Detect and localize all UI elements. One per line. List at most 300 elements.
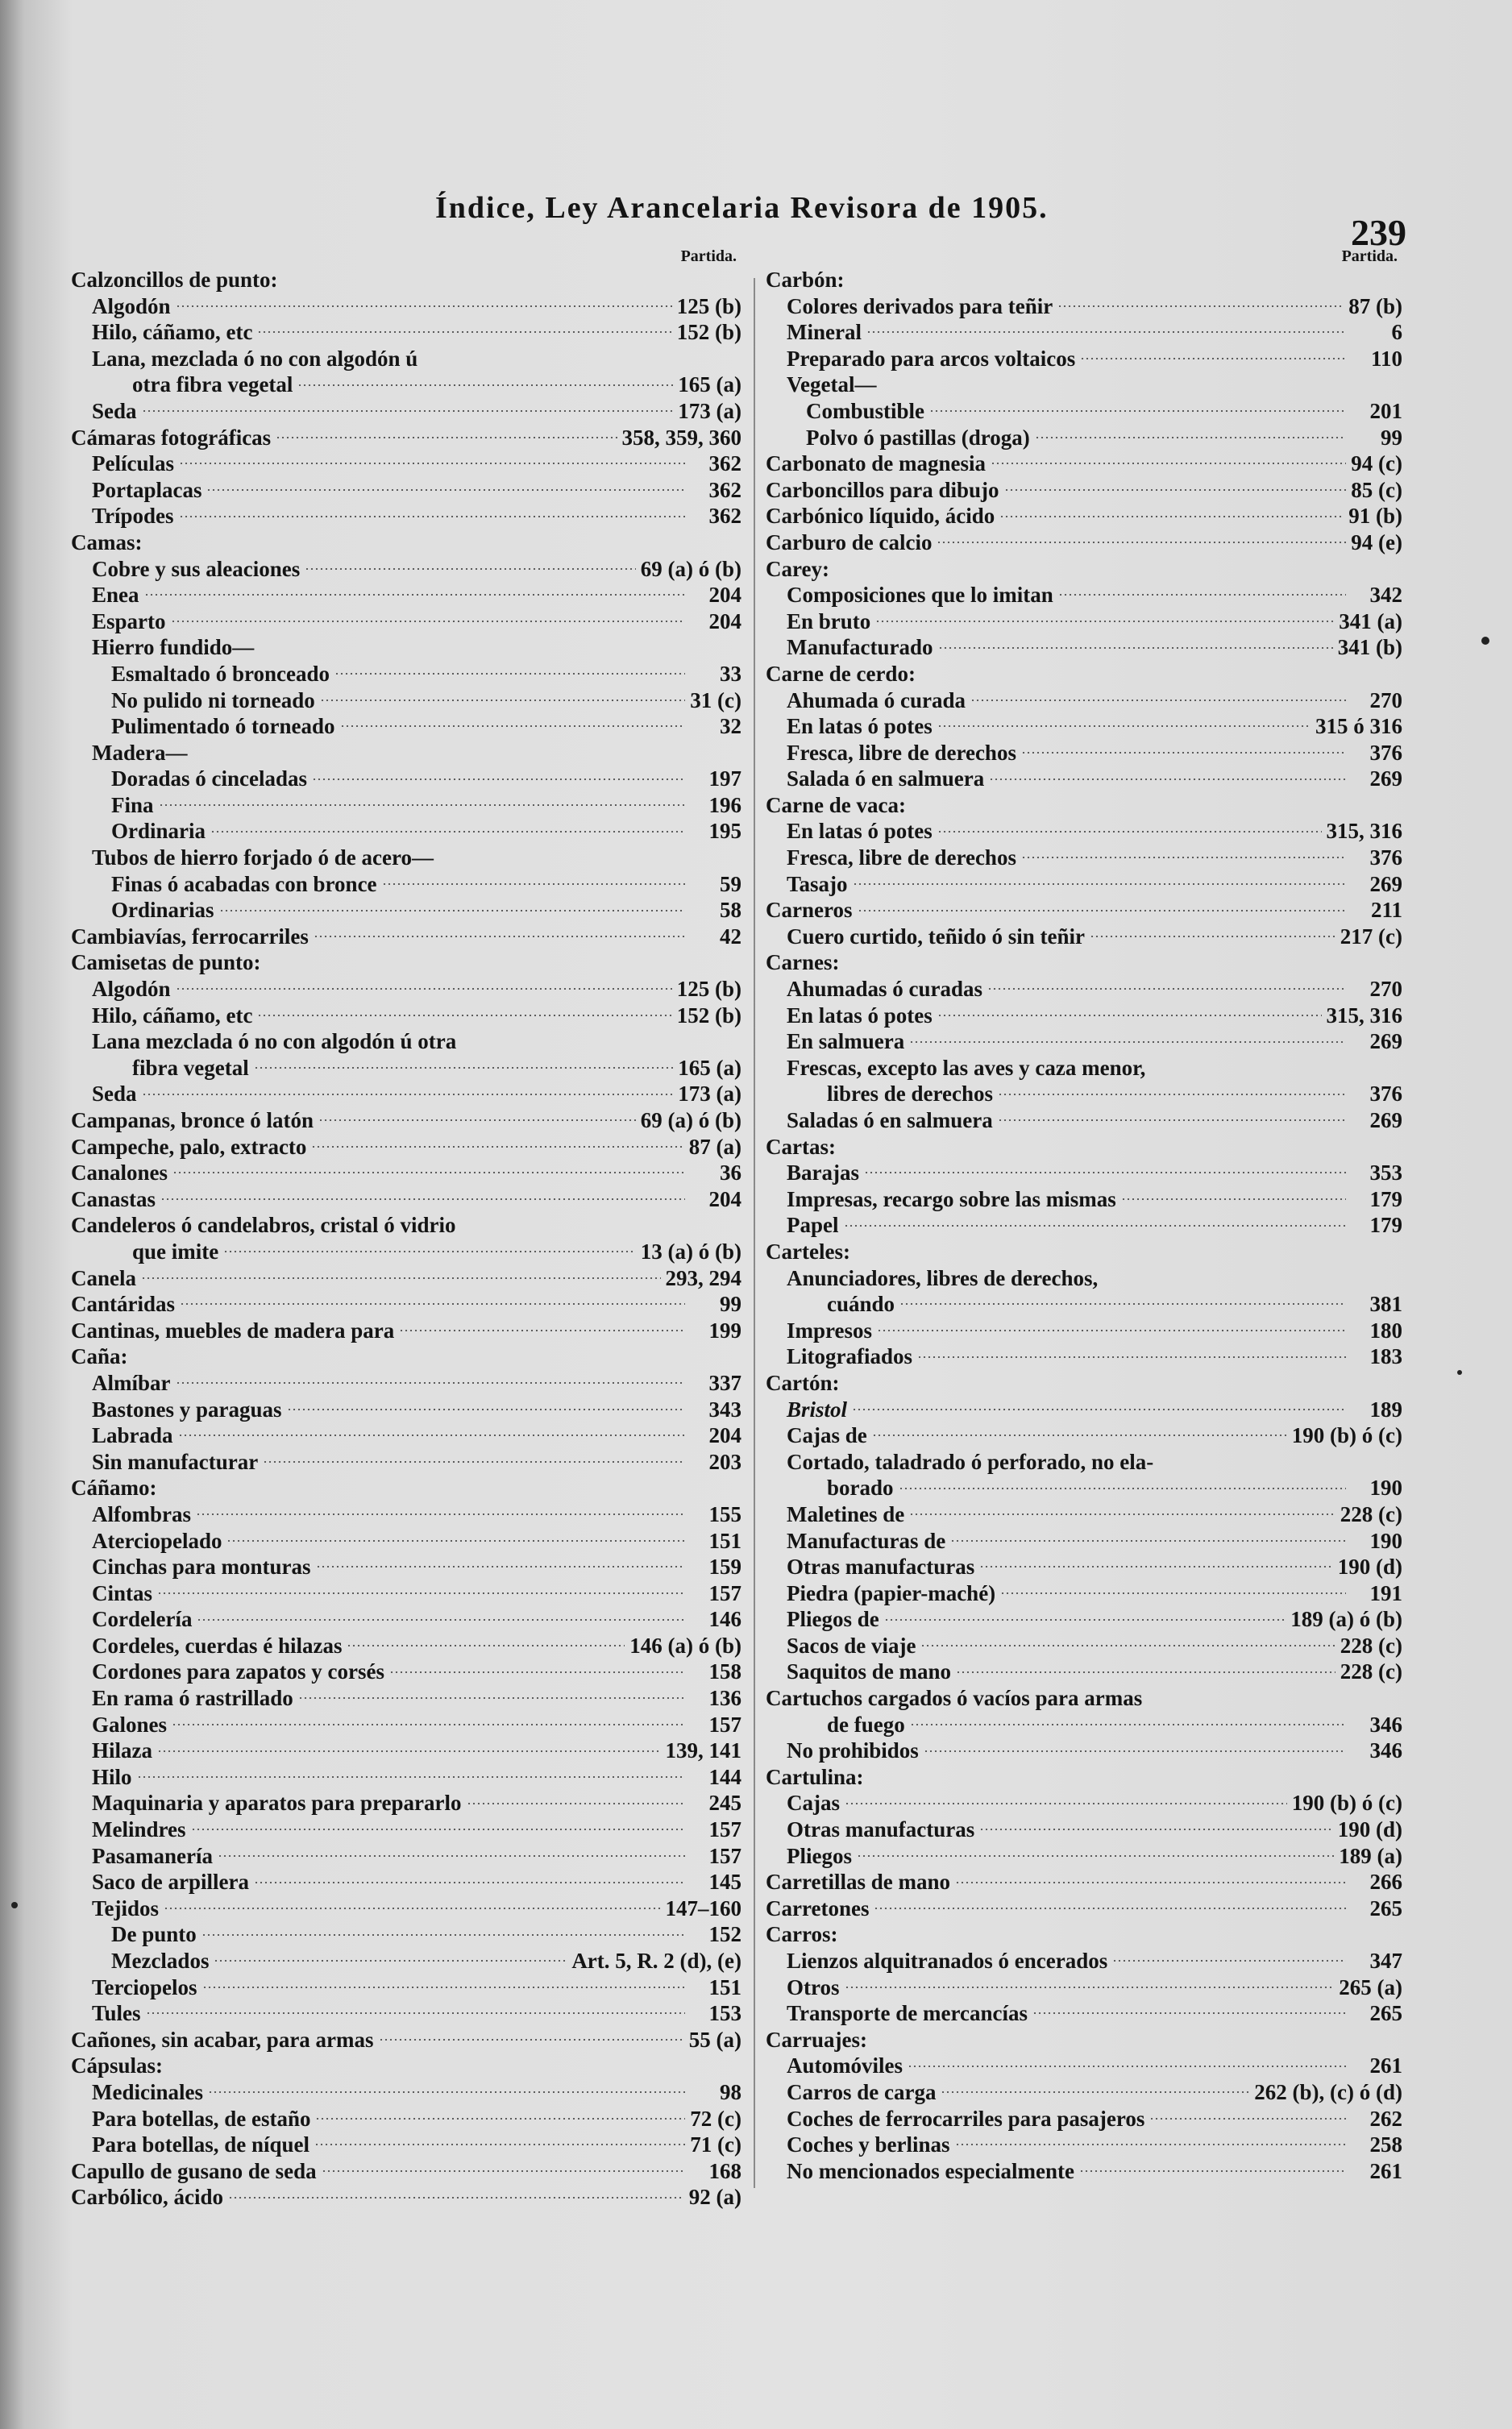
index-entry	[766, 740, 1402, 766]
entry-label: Doradas ó cinceladas	[111, 766, 307, 791]
entry-label: Automóviles	[787, 2053, 903, 2078]
entry-partida: 262	[1369, 2106, 1402, 2131]
dot-leader	[159, 804, 685, 806]
entry-partida: 173 (a)	[678, 1082, 741, 1107]
dot-leader	[214, 1960, 567, 1962]
entry-partida: 59	[720, 871, 741, 896]
entry-partida: 376	[1369, 1082, 1402, 1107]
entry-label: Para botellas, de estaño	[92, 2106, 311, 2131]
entry-label: Fresca, libre de derechos	[787, 740, 1016, 765]
entry-partida: 204	[708, 1186, 741, 1211]
index-entry	[71, 1843, 741, 1870]
entry-partida: 190 (b) ó (c)	[1291, 1791, 1402, 1816]
index-entry	[766, 1291, 1402, 1318]
entry-label: Saquitos de mano	[787, 1659, 952, 1684]
entry-partida: 376	[1369, 845, 1402, 870]
page-number: 239	[1351, 212, 1406, 253]
dot-leader	[929, 410, 1346, 412]
dot-leader	[874, 1908, 1346, 1909]
entry-partida: 98	[720, 2079, 741, 2104]
index-entry	[766, 1265, 1402, 1292]
index-entry	[766, 293, 1402, 320]
entry-partida: 381	[1369, 1292, 1402, 1317]
index-entry	[766, 1370, 1402, 1397]
dot-leader	[202, 1987, 685, 1988]
index-entry	[71, 924, 741, 950]
dot-leader	[909, 1041, 1346, 1043]
index-entry	[766, 267, 1402, 293]
index-entry	[766, 661, 1402, 687]
index-entry	[71, 372, 741, 398]
index-entry	[71, 398, 741, 425]
dot-leader	[322, 2170, 685, 2172]
entry-partida: 157	[708, 1580, 741, 1605]
entry-partida: 157	[708, 1843, 741, 1868]
dot-leader	[853, 883, 1346, 885]
index-entry	[71, 1817, 741, 1843]
entry-partida: 228 (c)	[1340, 1659, 1402, 1684]
entry-partida: 151	[708, 1528, 741, 1553]
dot-leader	[845, 1987, 1335, 1988]
entry-label: Carros:	[766, 1922, 838, 1947]
entry-partida: 265	[1369, 2001, 1402, 2026]
index-entry	[71, 792, 741, 819]
dot-leader	[297, 384, 673, 386]
entry-label: Tules	[92, 2001, 141, 2026]
entry-partida: 189 (a)	[1339, 1843, 1402, 1868]
index-entry	[71, 2158, 741, 2185]
entry-label: Salada ó en salmuera	[787, 766, 985, 791]
dot-leader	[1080, 358, 1346, 359]
index-entry	[766, 1764, 1402, 1791]
entry-partida: 204	[708, 1423, 741, 1448]
index-entry	[766, 346, 1402, 372]
index-entry	[766, 924, 1402, 950]
dot-leader	[979, 1566, 1333, 1567]
dot-leader	[1112, 1960, 1346, 1962]
dot-leader	[1021, 752, 1346, 754]
index-entry	[71, 1685, 741, 1712]
entry-label: Algodón	[92, 977, 171, 1002]
dot-leader	[998, 1094, 1346, 1095]
index-entry	[766, 1422, 1402, 1449]
entry-partida: 315, 316	[1326, 819, 1402, 844]
dot-leader	[210, 831, 685, 833]
index-entry	[71, 1921, 741, 1948]
dot-leader	[176, 988, 672, 990]
entry-partida: 265	[1369, 1895, 1402, 1920]
index-entry	[71, 267, 741, 293]
entry-label: Camas:	[71, 529, 143, 554]
index-entry	[71, 949, 741, 976]
entry-partida: 203	[708, 1449, 741, 1474]
index-entry	[71, 1212, 741, 1239]
dot-leader	[142, 410, 674, 412]
dot-leader	[305, 568, 636, 570]
dot-leader	[979, 1829, 1333, 1830]
index-entry	[766, 556, 1402, 583]
entry-partida: 195	[708, 819, 741, 844]
dot-leader	[875, 621, 1334, 622]
index-entry	[71, 503, 741, 529]
index-entry	[71, 1055, 741, 1082]
dot-leader	[991, 463, 1346, 464]
dot-leader	[218, 1855, 685, 1857]
entry-label: Cinchas para monturas	[92, 1555, 311, 1580]
index-entry	[71, 634, 741, 661]
index-entry	[766, 766, 1402, 792]
entry-label: Ahumada ó curada	[787, 687, 966, 712]
entry-label: No mencionados especialmente	[787, 2158, 1074, 2183]
entry-partida: 346	[1369, 1738, 1402, 1763]
index-entry	[766, 1343, 1402, 1370]
dot-leader	[157, 1592, 685, 1594]
index-entry	[766, 451, 1402, 477]
entry-partida: 91 (b)	[1348, 504, 1402, 529]
entry-label: Algodón	[92, 293, 171, 318]
index-entry	[766, 1554, 1402, 1580]
entry-label: Hilo	[92, 1764, 132, 1789]
dot-leader	[276, 437, 617, 438]
entry-label: Seda	[92, 398, 137, 423]
index-entry	[71, 1239, 741, 1265]
dot-leader	[379, 2039, 684, 2041]
entry-partida: Art. 5, R. 2 (d), (e)	[571, 1949, 741, 1973]
index-entry	[766, 2132, 1402, 2158]
entry-label: Campeche, palo, extracto	[71, 1134, 307, 1159]
entry-label: Caña:	[71, 1344, 128, 1369]
entry-label: Transporte de mercancías	[787, 2001, 1028, 2026]
index-entry	[71, 1764, 741, 1791]
entry-label: Cordones para zapatos y corsés	[92, 1659, 384, 1684]
entry-partida: 201	[1369, 398, 1402, 423]
entry-partida: 217 (c)	[1340, 924, 1402, 949]
index-entry	[766, 1449, 1402, 1476]
entry-partida: 110	[1370, 346, 1402, 371]
dot-leader	[1079, 2170, 1346, 2172]
left-entry-list	[71, 267, 741, 2211]
index-entry	[71, 1738, 741, 1764]
index-entry	[766, 425, 1402, 451]
dot-leader	[178, 1435, 685, 1436]
index-entry	[71, 740, 741, 766]
index-entry	[766, 2053, 1402, 2079]
entry-partida: 262 (b), (c) ó (d)	[1254, 2079, 1402, 2104]
index-entry	[71, 661, 741, 687]
index-entry	[766, 1081, 1402, 1107]
entry-label: Alfombras	[92, 1501, 191, 1526]
dot-leader	[208, 2091, 685, 2093]
entry-label: otra fibra vegetal	[132, 372, 293, 397]
entry-label: Ordinaria	[111, 819, 206, 844]
entry-partida: 270	[1369, 687, 1402, 712]
entry-partida: 179	[1369, 1186, 1402, 1211]
entry-partida: 358, 359, 360	[621, 425, 741, 450]
entry-label: Camisetas de punto:	[71, 950, 261, 975]
page-header-title: Índice, Ley Arancelaria Revisora de 1905.	[435, 191, 1049, 225]
entry-partida: 69 (a) ó (b)	[640, 1108, 741, 1132]
dot-leader	[845, 1803, 1287, 1804]
index-entry	[71, 2079, 741, 2106]
dot-leader	[311, 1146, 683, 1148]
entry-partida: 145	[708, 1870, 741, 1895]
entry-label: Lienzos alquitranados ó encerados	[787, 1949, 1108, 1973]
dot-leader	[938, 647, 1333, 649]
entry-partida: 157	[708, 1817, 741, 1842]
entry-label: Carretones	[766, 1895, 870, 1920]
dot-leader	[864, 1172, 1346, 1173]
index-entry	[71, 2106, 741, 2132]
index-entry	[71, 1948, 741, 1974]
index-entry	[766, 897, 1402, 924]
dot-leader	[287, 1409, 685, 1410]
entry-label: Carteles:	[766, 1239, 850, 1264]
entry-partida: 204	[708, 583, 741, 608]
dot-leader	[955, 2144, 1347, 2145]
dot-leader	[160, 1198, 685, 1200]
entry-label: En latas ó potes	[787, 1003, 933, 1028]
entry-label: Carnes:	[766, 950, 840, 975]
dot-leader	[1090, 936, 1335, 937]
index-entry	[766, 687, 1402, 714]
entry-label: En latas ó potes	[787, 819, 933, 844]
index-entry	[766, 1239, 1402, 1265]
entry-partida: 165 (a)	[678, 372, 741, 397]
entry-partida: 191	[1369, 1580, 1402, 1605]
entry-partida: 13 (a) ó (b)	[640, 1239, 741, 1264]
entry-partida: 341 (a)	[1339, 608, 1402, 633]
entry-partida: 147–160	[665, 1895, 741, 1920]
index-entry	[71, 319, 741, 346]
entry-partida: 343	[708, 1397, 741, 1422]
entry-label: Tasajo	[787, 871, 848, 896]
entry-label: Combustible	[806, 398, 925, 423]
index-entry	[766, 1580, 1402, 1607]
entry-label: Lana mezclada ó no con algodón ú otra	[92, 1029, 457, 1054]
entry-label: Cantinas, muebles de madera para	[71, 1318, 395, 1343]
dot-leader	[312, 779, 685, 780]
entry-partida: 152 (b)	[676, 320, 741, 345]
index-entry	[71, 766, 741, 792]
entry-partida: 32	[720, 714, 741, 739]
entry-label: Películas	[92, 451, 174, 476]
index-entry	[766, 1921, 1402, 1948]
entry-label: Otros	[787, 1974, 840, 1999]
index-column-right	[766, 246, 1402, 2184]
dot-leader	[254, 1882, 685, 1883]
dot-leader	[340, 725, 685, 727]
entry-partida: 72 (c)	[690, 2106, 741, 2131]
entry-label: En latas ó potes	[787, 714, 933, 739]
index-entry	[71, 556, 741, 583]
entry-label: Tejidos	[92, 1895, 160, 1920]
index-entry	[766, 1107, 1402, 1134]
index-entry	[71, 713, 741, 740]
entry-label: Cartuchos cargados ó vacíos para armas	[766, 1686, 1143, 1711]
entry-label: Bristol	[787, 1397, 848, 1422]
index-entry	[71, 1370, 741, 1397]
entry-label: Cambiavías, ferrocarriles	[71, 924, 309, 949]
index-entry	[71, 1633, 741, 1659]
dot-leader	[223, 1251, 636, 1252]
entry-label: Cartón:	[766, 1370, 840, 1395]
index-entry	[71, 1606, 741, 1633]
dot-leader	[937, 542, 1346, 543]
dot-leader	[144, 594, 685, 596]
entry-label: Impresas, recargo sobre las mismas	[787, 1186, 1116, 1211]
dot-leader	[172, 1172, 685, 1173]
partida-column-heading: Partida.	[680, 247, 737, 265]
entry-label: Manufacturas de	[787, 1528, 946, 1553]
dot-leader	[858, 910, 1347, 911]
index-entry	[71, 1160, 741, 1186]
index-entry	[71, 871, 741, 898]
index-entry	[71, 1081, 741, 1107]
index-entry	[71, 1895, 741, 1922]
index-entry	[766, 1606, 1402, 1633]
entry-label: Para botellas, de níquel	[92, 2132, 310, 2157]
dot-leader	[1121, 1198, 1346, 1200]
entry-partida: 245	[708, 1791, 741, 1816]
entry-partida: 315 ó 316	[1315, 714, 1402, 739]
dot-leader	[998, 1119, 1346, 1121]
entry-partida: 55 (a)	[688, 2027, 741, 2052]
dot-leader	[909, 1513, 1335, 1515]
entry-label: Cajas de	[787, 1423, 867, 1448]
entry-partida: 99	[1381, 425, 1402, 450]
entry-label: Barajas	[787, 1161, 859, 1185]
dot-leader	[857, 1855, 1334, 1857]
index-entry	[71, 897, 741, 924]
entry-partida: 33	[720, 661, 741, 686]
index-entry	[71, 529, 741, 556]
dot-leader	[318, 1119, 636, 1121]
dot-leader	[399, 1330, 685, 1331]
entry-partida: 87 (b)	[1348, 293, 1402, 318]
dot-leader	[1004, 489, 1346, 491]
index-entry	[766, 1895, 1402, 1922]
entry-label: Colores derivados para teñir	[787, 293, 1053, 318]
dot-leader	[142, 1094, 674, 1095]
dot-leader	[1035, 437, 1346, 438]
index-entry	[766, 871, 1402, 898]
index-entry	[766, 1974, 1402, 2001]
entry-partida: 269	[1369, 871, 1402, 896]
entry-label: Portaplacas	[92, 477, 202, 502]
dot-leader	[1149, 2118, 1346, 2120]
entry-label: Composiciones que lo imitan	[787, 583, 1053, 608]
dot-leader	[877, 1330, 1346, 1331]
entry-partida: 196	[708, 792, 741, 817]
entry-label: de fuego	[827, 1712, 905, 1737]
index-entry	[71, 1186, 741, 1213]
index-entry	[71, 2053, 741, 2079]
entry-label: Coches de ferrocarriles para pasajeros	[787, 2106, 1145, 2131]
dot-leader	[347, 1645, 625, 1646]
entry-label: Enea	[92, 583, 139, 608]
entry-label: Finas ó acabadas con bronce	[111, 871, 377, 896]
index-entry	[71, 2027, 741, 2053]
dot-leader	[176, 1382, 686, 1384]
index-entry	[766, 1397, 1402, 1423]
dot-leader	[257, 331, 671, 333]
entry-partida: 342	[1369, 583, 1402, 608]
dot-leader	[263, 1461, 685, 1463]
entry-label: Carburo de calcio	[766, 529, 933, 554]
entry-label: Carruajes:	[766, 2027, 867, 2052]
entry-label: que imite	[132, 1239, 219, 1264]
dot-leader	[298, 1697, 685, 1699]
entry-label: Ordinarias	[111, 898, 214, 923]
index-entry	[71, 2184, 741, 2211]
entry-partida: 157	[708, 1712, 741, 1737]
dot-leader	[179, 516, 685, 517]
entry-label: Seda	[92, 1082, 137, 1107]
entry-label: Cordelería	[92, 1607, 193, 1632]
entry-partida: 165 (a)	[678, 1055, 741, 1080]
entry-label: Carbón:	[766, 268, 845, 292]
dot-leader	[172, 1724, 685, 1725]
entry-label: Mezclados	[111, 1949, 210, 1973]
dot-leader	[137, 1776, 685, 1778]
dot-leader	[1058, 594, 1346, 596]
entry-partida: 152	[708, 1922, 741, 1947]
entry-label: Preparado para arcos voltaicos	[787, 346, 1076, 371]
dot-leader	[191, 1829, 686, 1830]
entry-label: Aterciopelado	[92, 1528, 222, 1553]
entry-partida: 190	[1369, 1528, 1402, 1553]
index-entry	[71, 1974, 741, 2001]
index-entry	[766, 713, 1402, 740]
dot-leader	[206, 489, 685, 491]
index-entry	[71, 1528, 741, 1555]
dot-leader	[852, 1409, 1346, 1410]
entry-label: Pulimentado ó torneado	[111, 714, 335, 739]
column-divider	[754, 278, 755, 2188]
entry-label: De punto	[111, 1922, 197, 1947]
entry-label: Carneros	[766, 898, 853, 923]
dot-leader	[179, 463, 685, 464]
dot-leader	[937, 1015, 1322, 1016]
index-entry	[71, 687, 741, 714]
entry-label: Otras manufacturas	[787, 1555, 975, 1580]
entry-partida: 265 (a)	[1339, 1974, 1402, 1999]
index-entry	[766, 2079, 1402, 2106]
entry-partida: 42	[720, 924, 741, 949]
entry-partida: 199	[708, 1318, 741, 1343]
index-entry	[71, 1028, 741, 1055]
entry-partida: 92 (a)	[688, 2185, 741, 2210]
entry-label: Papel	[787, 1213, 839, 1238]
index-entry	[71, 425, 741, 451]
entry-label: Maletines de	[787, 1501, 905, 1526]
dot-leader	[917, 1356, 1346, 1358]
entry-partida: 270	[1369, 977, 1402, 1002]
index-entry	[71, 1712, 741, 1738]
index-entry	[766, 2158, 1402, 2185]
entry-label: Coches y berlinas	[787, 2132, 950, 2157]
dot-leader	[467, 1803, 686, 1804]
index-entry	[71, 818, 741, 845]
entry-partida: 261	[1369, 2158, 1402, 2183]
entry-label: Fina	[111, 792, 154, 817]
dot-leader	[171, 621, 685, 622]
dot-leader	[872, 1435, 1287, 1436]
entry-partida: 261	[1369, 2053, 1402, 2078]
entry-label: Carretillas de mano	[766, 1870, 950, 1895]
entry-label: borado	[827, 1476, 894, 1501]
index-entry	[766, 1712, 1402, 1738]
